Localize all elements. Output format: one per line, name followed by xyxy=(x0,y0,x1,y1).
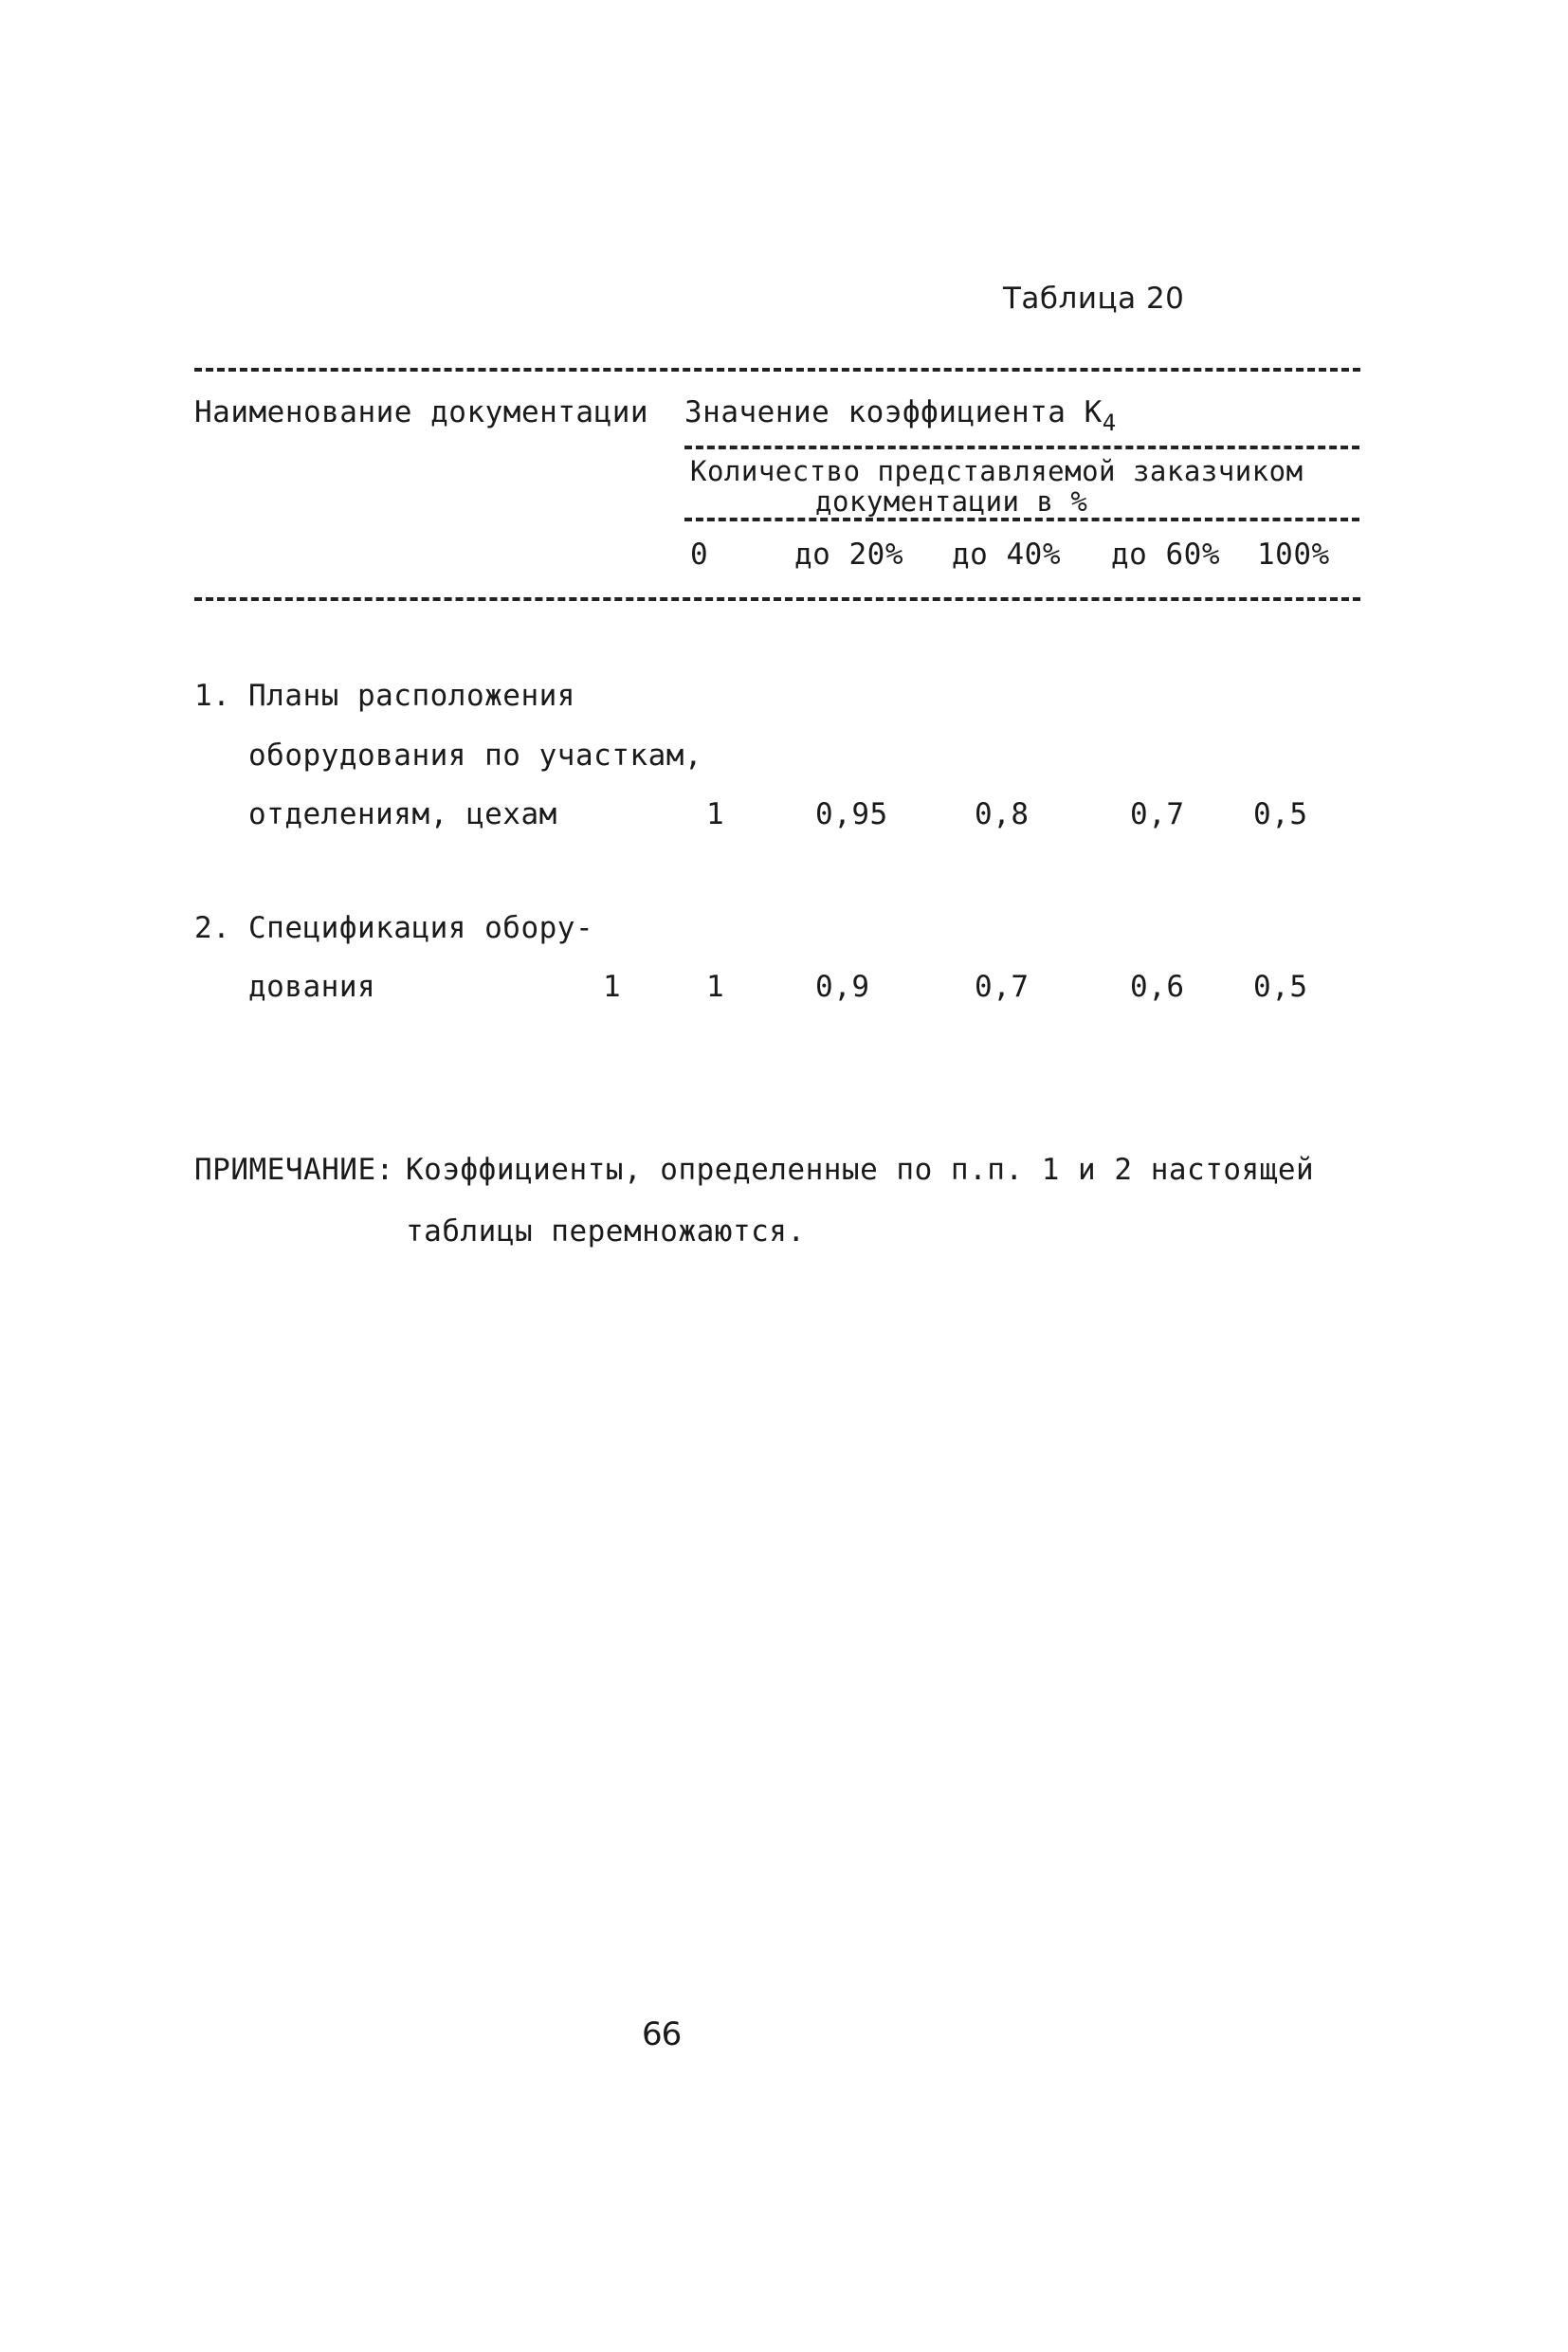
row-1-value-40: 0,8 xyxy=(975,797,1030,831)
row-2-extra-value: 1 xyxy=(603,970,622,1004)
row-2-value-40: 0,7 xyxy=(975,970,1030,1004)
row-2-value-100: 0,5 xyxy=(1253,970,1308,1004)
header-coef-text: Значение коэффициента K xyxy=(684,395,1103,429)
header-coef-label xyxy=(684,394,1117,441)
row-2-value-20: 0,9 xyxy=(815,970,870,1004)
row-1-name-line-2: оборудования по участкам, xyxy=(248,738,703,773)
row-1-name-line-1: Планы расположения xyxy=(248,679,575,713)
row-1-value-60: 0,7 xyxy=(1130,797,1185,831)
row-1-value-100: 0,5 xyxy=(1253,797,1308,831)
header-col-60: до 60% xyxy=(1111,538,1220,572)
note-line-2: таблицы перемножаются. xyxy=(406,1214,806,1249)
row-1-name-line-3: отделениям, цехам xyxy=(248,797,557,831)
header-qty-line1: Количество представляемой заказчиком xyxy=(690,455,1304,487)
header-coef-subscript: 4 xyxy=(1102,410,1117,436)
table-header-rule xyxy=(194,597,1360,601)
header-coef-rule xyxy=(684,446,1359,449)
header-qty-line2: документации в % xyxy=(815,485,1088,518)
row-2-value-0: 1 xyxy=(706,970,725,1004)
row-2-number: 2. xyxy=(194,911,231,945)
row-1-value-20: 0,95 xyxy=(815,797,888,831)
header-col-40: до 40% xyxy=(952,538,1061,572)
note-line-1: Коэффициенты, определенные по п.п. 1 и 2 настоящей xyxy=(406,1153,1315,1187)
header-col-0: 0 xyxy=(690,538,709,572)
header-col-100: 100% xyxy=(1257,538,1330,572)
row-1-number: 1. xyxy=(194,679,231,713)
table-top-rule xyxy=(194,368,1360,372)
header-col-name: Наименование документации xyxy=(194,395,649,429)
row-2-value-60: 0,6 xyxy=(1130,970,1185,1004)
note-label: ПРИМЕЧАНИЕ: xyxy=(194,1153,394,1187)
row-2-name-line-2: дования xyxy=(248,970,376,1004)
header-qty-rule xyxy=(684,518,1359,521)
page-number: 66 xyxy=(642,2015,682,2053)
header-col-20: до 20% xyxy=(794,538,903,572)
row-2-name-line-1: Спецификация обору- xyxy=(248,911,594,945)
row-1-value-0: 1 xyxy=(706,797,725,831)
table-title: Таблица 20 xyxy=(1003,282,1185,316)
